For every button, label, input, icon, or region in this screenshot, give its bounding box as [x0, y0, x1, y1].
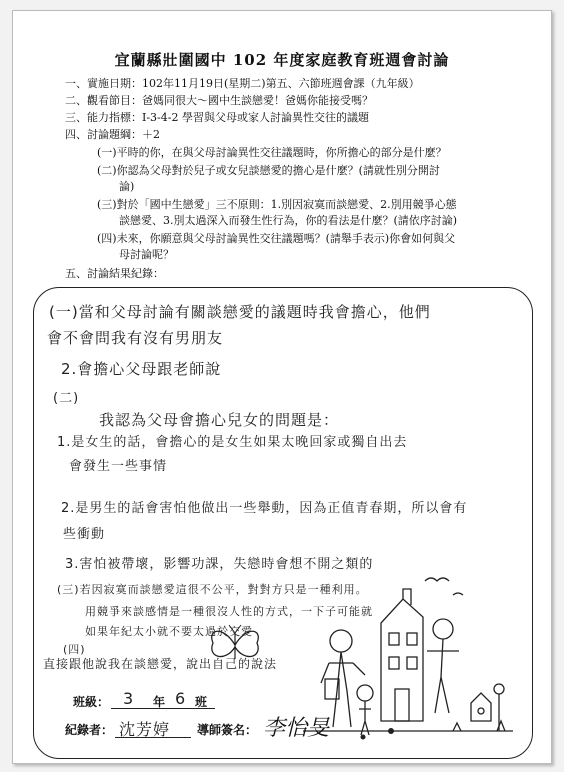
handwritten-line: (一)當和父母討論有關談戀愛的議題時我會擔心，他們	[49, 303, 431, 321]
handwritten-line: (二)	[53, 391, 80, 406]
class-suffix: 班	[195, 695, 208, 709]
item-indicator: 三、能力指標：I-3-4-2 學習與父母或家人討論異性交往的議題	[65, 111, 369, 124]
question-4-line1: (四)未來，你願意與父母討論異性交往議題嗎？(請舉手表示)你會如何與父	[97, 232, 456, 245]
class-grade: 3	[123, 689, 135, 708]
recorder-underline	[115, 737, 191, 738]
handwritten-line: 3.害怕被帶壞，影響功課，失戀時會想不開之類的	[65, 557, 374, 572]
handwritten-line: 會不會問我有沒有男朋友	[47, 329, 224, 347]
handwritten-line: 會發生一些事情	[69, 459, 168, 474]
handwritten-line: 如果年紀太小就不要太過於交愛	[85, 625, 253, 638]
year-label: 年	[153, 695, 166, 709]
questions-heading: 四、討論題綱：＋2	[65, 128, 160, 141]
item-program: 二、觀看節目：爸媽同很大～國中生談戀愛！爸媽你能接受嗎？	[65, 94, 373, 107]
item-date: 一、實施日期：102年11月19日(星期二)第五、六節班週會課（九年級）	[65, 77, 420, 90]
question-2-line2: 論)	[119, 180, 135, 193]
record-heading: 五、討論結果紀錄：	[65, 267, 164, 280]
question-4-line2: 母討論呢？	[119, 248, 174, 261]
family-house-illustration	[303, 571, 513, 741]
handwritten-line: 直接跟他說我在談戀愛，說出自己的說法	[43, 657, 278, 671]
document-page	[12, 10, 552, 764]
handwritten-line: 2.會擔心父母跟老師說	[61, 360, 222, 378]
question-3-line2: 談戀愛、3.別太過深入而發生性行為，你的看法是什麼？(請依序討論)	[119, 214, 458, 227]
question-1: (一)平時的你，在與父母討論異性交往議題時，你所擔心的部分是什麼？	[97, 146, 447, 159]
teacher-signature: 李怡旻	[263, 716, 330, 741]
class-label: 班級：	[73, 695, 110, 709]
handwritten-line: 2.是男生的話會害怕他做出一些舉動，因為正值青春期，所以會有	[61, 501, 468, 516]
question-3-line1: (三)對於「國中生戀愛」三不原則：1.別因寂寞而談戀愛、2.別用競爭心態	[97, 198, 457, 211]
butterfly-doodle	[205, 623, 265, 667]
recorder-label: 紀錄者：	[65, 723, 114, 737]
handwritten-line: 些衝動	[63, 527, 106, 542]
class-underline	[111, 708, 215, 709]
handwritten-line: 1.是女生的話，會擔心的是女生如果太晚回家或獨自出去	[57, 435, 408, 450]
question-2-line1: (二)你認為父母對於兒子或女兒談戀愛的擔心是什麼？(請就性別分開討	[97, 164, 440, 177]
page-title: 宜蘭縣壯圍國中 102 年度家庭教育班週會討論	[114, 51, 450, 69]
class-number: 6	[175, 689, 187, 708]
handwritten-line: 用競爭來談感情是一種很沒人性的方式，一下子可能就	[85, 605, 373, 618]
teacher-signature-label: 導師簽名：	[197, 723, 258, 737]
handwritten-line: 我認為父母會擔心兒女的問題是：	[99, 411, 340, 429]
handwritten-line: (三)若因寂寞而談戀愛這很不公平，對對方只是一種利用。	[57, 583, 368, 596]
recorder-name: 沈芳婷	[119, 720, 171, 739]
handwritten-line: (四)	[63, 643, 86, 656]
